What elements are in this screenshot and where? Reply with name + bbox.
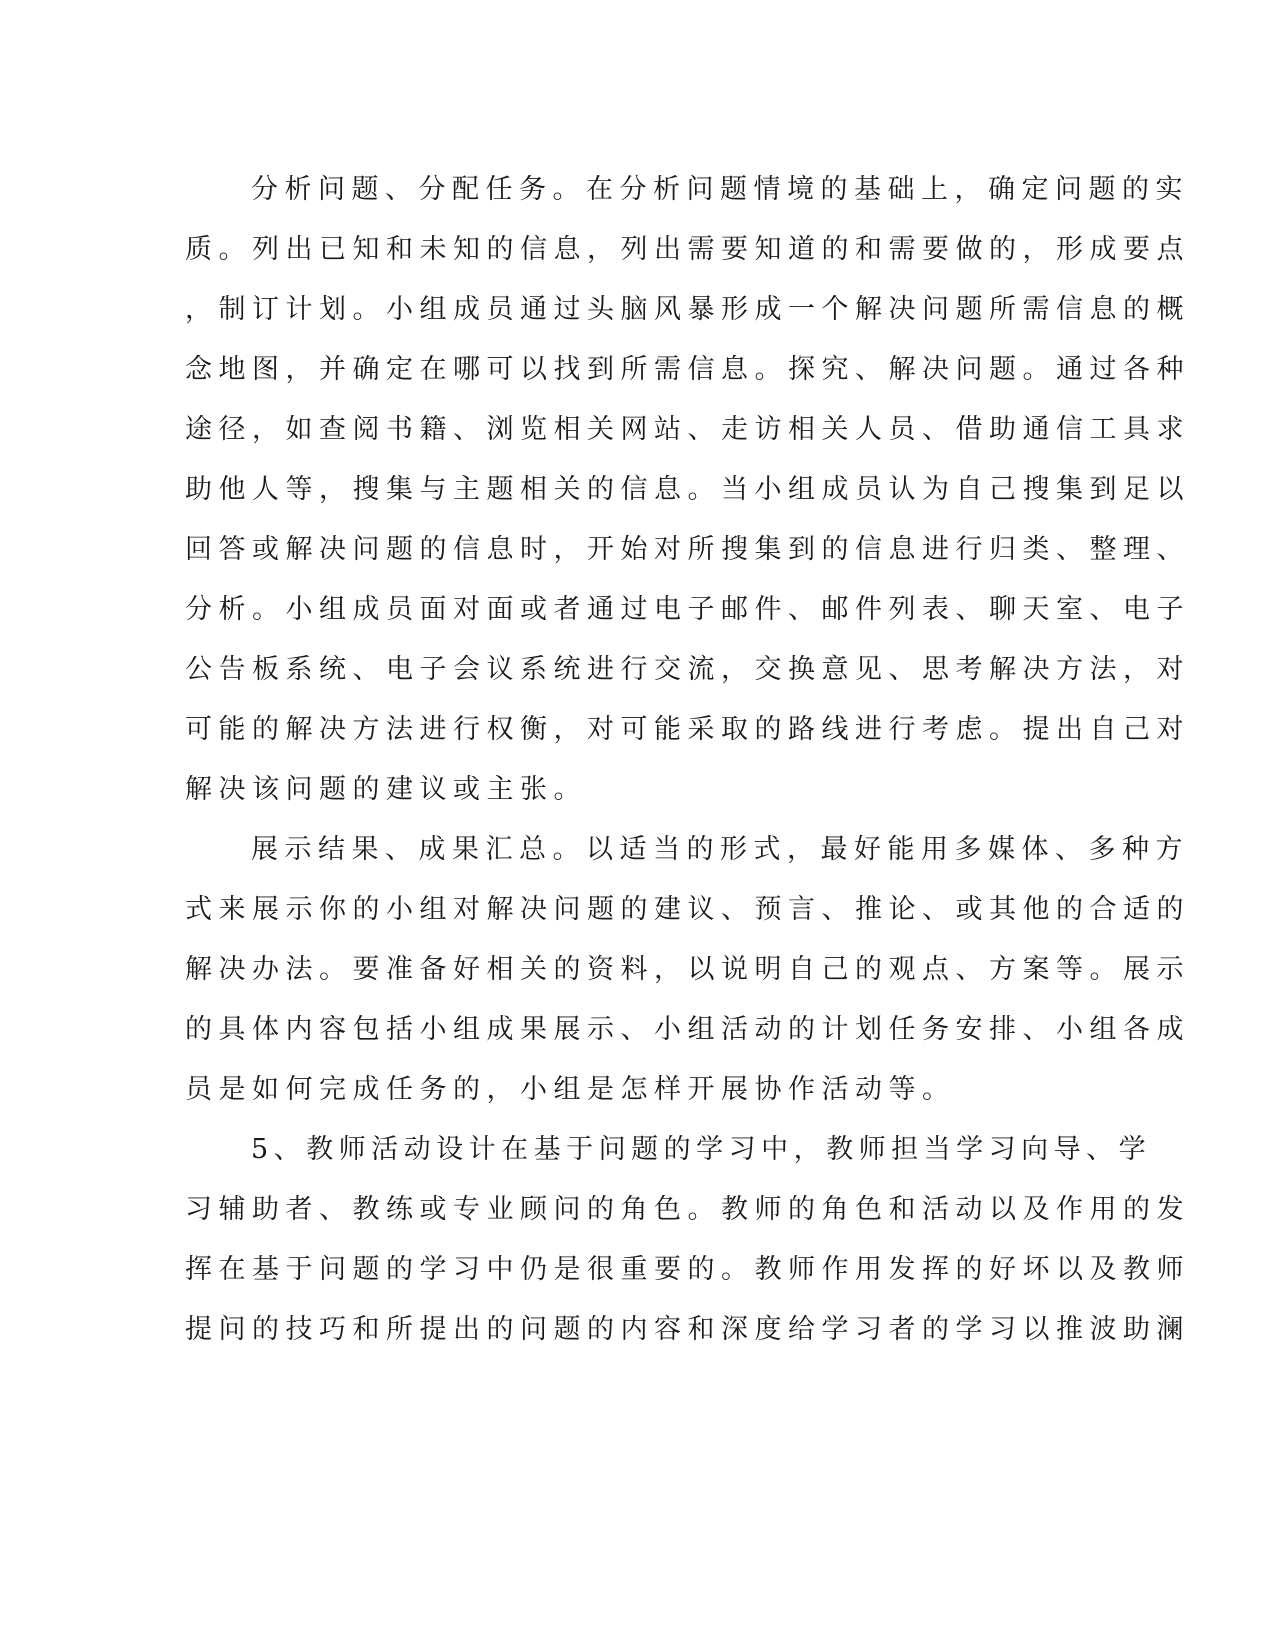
text-line: 的具体内容包括小组成果展示、小组活动的计划任务安排、小组各成 [185,1014,1190,1045]
text-line: ，制订计划。小组成员通过头脑风暴形成一个解决问题所需信息的概 [185,294,1190,325]
text-line: 习辅助者、教练或专业顾问的角色。教师的角色和活动以及作用的发 [185,1194,1190,1225]
text-line: 式来展示你的小组对解决问题的建议、预言、推论、或其他的合适的 [185,894,1190,925]
text-line: 解决该问题的建议或主张。 [185,774,587,805]
text-line: 质。列出已知和未知的信息，列出需要知道的和需要做的，形成要点 [185,234,1190,265]
paragraph-problem-analysis [185,160,1190,820]
text-line: 助他人等，搜集与主题相关的信息。当小组成员认为自己搜集到足以 [185,474,1190,505]
text-line: 分析问题、分配任务。在分析问题情境的基础上，确定问题的实 [251,174,1189,205]
text-line: 员是如何完成任务的，小组是怎样开展协作活动等。 [185,1074,956,1105]
text-line: 可能的解决方法进行权衡，对可能采取的路线进行考虑。提出自己对 [185,714,1190,745]
text-line: 途径，如查阅书籍、浏览相关网站、走访相关人员、借助通信工具求 [185,414,1190,445]
text-line: 念地图，并确定在哪可以找到所需信息。探究、解决问题。通过各种 [185,354,1190,385]
text-line: 解决办法。要准备好相关的资料，以说明自己的观点、方案等。展示 [185,954,1190,985]
document-body [185,160,1190,1360]
text-line: 分析。小组成员面对面或者通过电子邮件、邮件列表、聊天室、电子 [185,594,1190,625]
text-line: 提问的技巧和所提出的问题的内容和深度给学习者的学习以推波助澜 [185,1314,1190,1345]
text-line: 展示结果、成果汇总。以适当的形式，最好能用多媒体、多种方 [251,834,1189,865]
text-line: 5、教师活动设计在基于问题的学习中，教师担当学习向导、学 [251,1134,1152,1165]
text-line: 公告板系统、电子会议系统进行交流，交换意见、思考解决方法，对 [185,654,1190,685]
paragraph-results-presentation [185,820,1190,1120]
text-line: 回答或解决问题的信息时，开始对所搜集到的信息进行归类、整理、 [185,534,1190,565]
paragraph-teacher-activity [185,1120,1190,1360]
text-line: 挥在基于问题的学习中仍是很重要的。教师作用发挥的好坏以及教师 [185,1254,1190,1285]
